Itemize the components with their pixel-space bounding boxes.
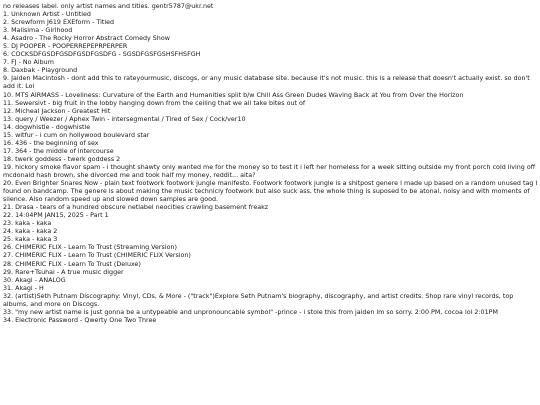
list-item: 10. MTS AIRMASS - Loveliness: Curvature of the Earth and Humanities split b/w Chill Ass Green Dudes Waving Back at You from Over the Horizon [3, 91, 464, 99]
list-item: 3. Malisima - Girlhood [3, 27, 73, 35]
list-item: 8. Daxbak - Playground [3, 67, 78, 75]
list-item: 4. Asadro - The Rocky Horror Abstract Comedy Show [3, 35, 170, 43]
list-item: 25. kaka - kaka 3 [3, 236, 58, 244]
list-item: 2. Screwform J619 EXEform - Titled [3, 19, 115, 27]
list-item: 17. 364 - the middle of intercourse [3, 147, 114, 155]
list-item: 5. DJ POOPER - POOPERREPEPRPERPER [3, 43, 128, 51]
header-line: no releases label. only artist names and titles. gentr5787@ukr.net [3, 3, 214, 10]
list-item: 23. kaka - kaka [3, 220, 52, 228]
list-item: 22. 14:04PM JAN15, 2025 - Part 1 [3, 212, 109, 220]
list-item: 33. "my new artist name is just gonna be a untypeable and unpronouncable symbol" -prince - i stole this from jaiden im so sorry. 2:00 PM, cocoa lol 2:01PM [3, 308, 498, 316]
list-item: 28. CHIMERIC FLIX - Learn To Trust (Deluxe) [3, 260, 141, 268]
list-item: 24. kaka - kaka 2 [3, 228, 58, 236]
list-item: 16. 436 - the beginning of sex [3, 139, 99, 147]
list-item: 21. Drasa - tears of a hundred obscure netlabel neocities crawling basement freakz [3, 204, 269, 212]
list-item: 6. COCKSDFGSDFGSDFGSDFGSDFG - SGSDFGSFGSHSFHSFGH [3, 51, 201, 59]
list-item: 29. Rare+Tsuhai - A true music digger [3, 268, 124, 276]
list-item: 27. CHIMERIC FLIX - Learn To Trust (CHIMERIC FLIX Version) [3, 252, 191, 260]
list-item: 18. twerk goddess - twerk goddess 2 [3, 155, 121, 163]
list-item: 15. witfur - i cum on hollywood boulevard star [3, 131, 150, 139]
list-item: 14. dogwhistle - dogwhistle [3, 123, 91, 131]
list-item: 31. Akagi - H [3, 284, 44, 292]
list-item: 11. Sewersivt - big fruit in the lobby hanging down from the ceiling that we all take bites out of [3, 99, 306, 107]
list-item: 1. Unknown Artist - Untitled [3, 11, 91, 19]
list-item: 32. (artist)Seth Putnam Discography: Vinyl, CDs, & More - ("track")Explore Seth Putnam's biography, discography, and artist credits. Shop rare vinyl records, top albums, and more on Discogs. [3, 292, 514, 308]
list-item: 12. Micheal Jackson - Greatest Hit [3, 107, 111, 115]
list-item: 34. Electronic Password - Qwerty One Two Three [3, 316, 157, 324]
list-item: 20. Even Brighter Snares Now - plain text footwork footwork jungle manifesto. Footwork footwork jungle is a shitpost genere I made up based on a random unused tag I found on bandcamp. The genere is about making the music technicly footwork but also suck ass, the whole thing is suposed to be atonal, noisy and with moments of silence. Also random speed up and slowed down samples are good. [3, 180, 538, 204]
list-item: 26. CHIMERIC FLIX - Learn To Trust (Streaming Version) [3, 244, 177, 252]
list-item: 19. hickory smoke flavor spam - i thought shawty only wanted me for the money so to test it i left her homeless for a week sitting outside my front porch cold living off mcdonald hash brown, she divorced me and took half my money, reddit... aita? [3, 163, 536, 179]
list-item: 13. query / Weezer / Aphex Twin - intersegmental / Tired of Sex / Cock/ver10 [3, 115, 246, 123]
list-item: 30. Akagi - ANALOG [3, 276, 66, 284]
list-item: 9. Jaiden Macintosh - dont add this to rateyourmusic, discogs, or any music database site. because it's not music. this is a release that doesn't actually exist. so don't add it. Lol [3, 75, 530, 91]
list-item: 7. FJ - No Album [3, 59, 54, 67]
